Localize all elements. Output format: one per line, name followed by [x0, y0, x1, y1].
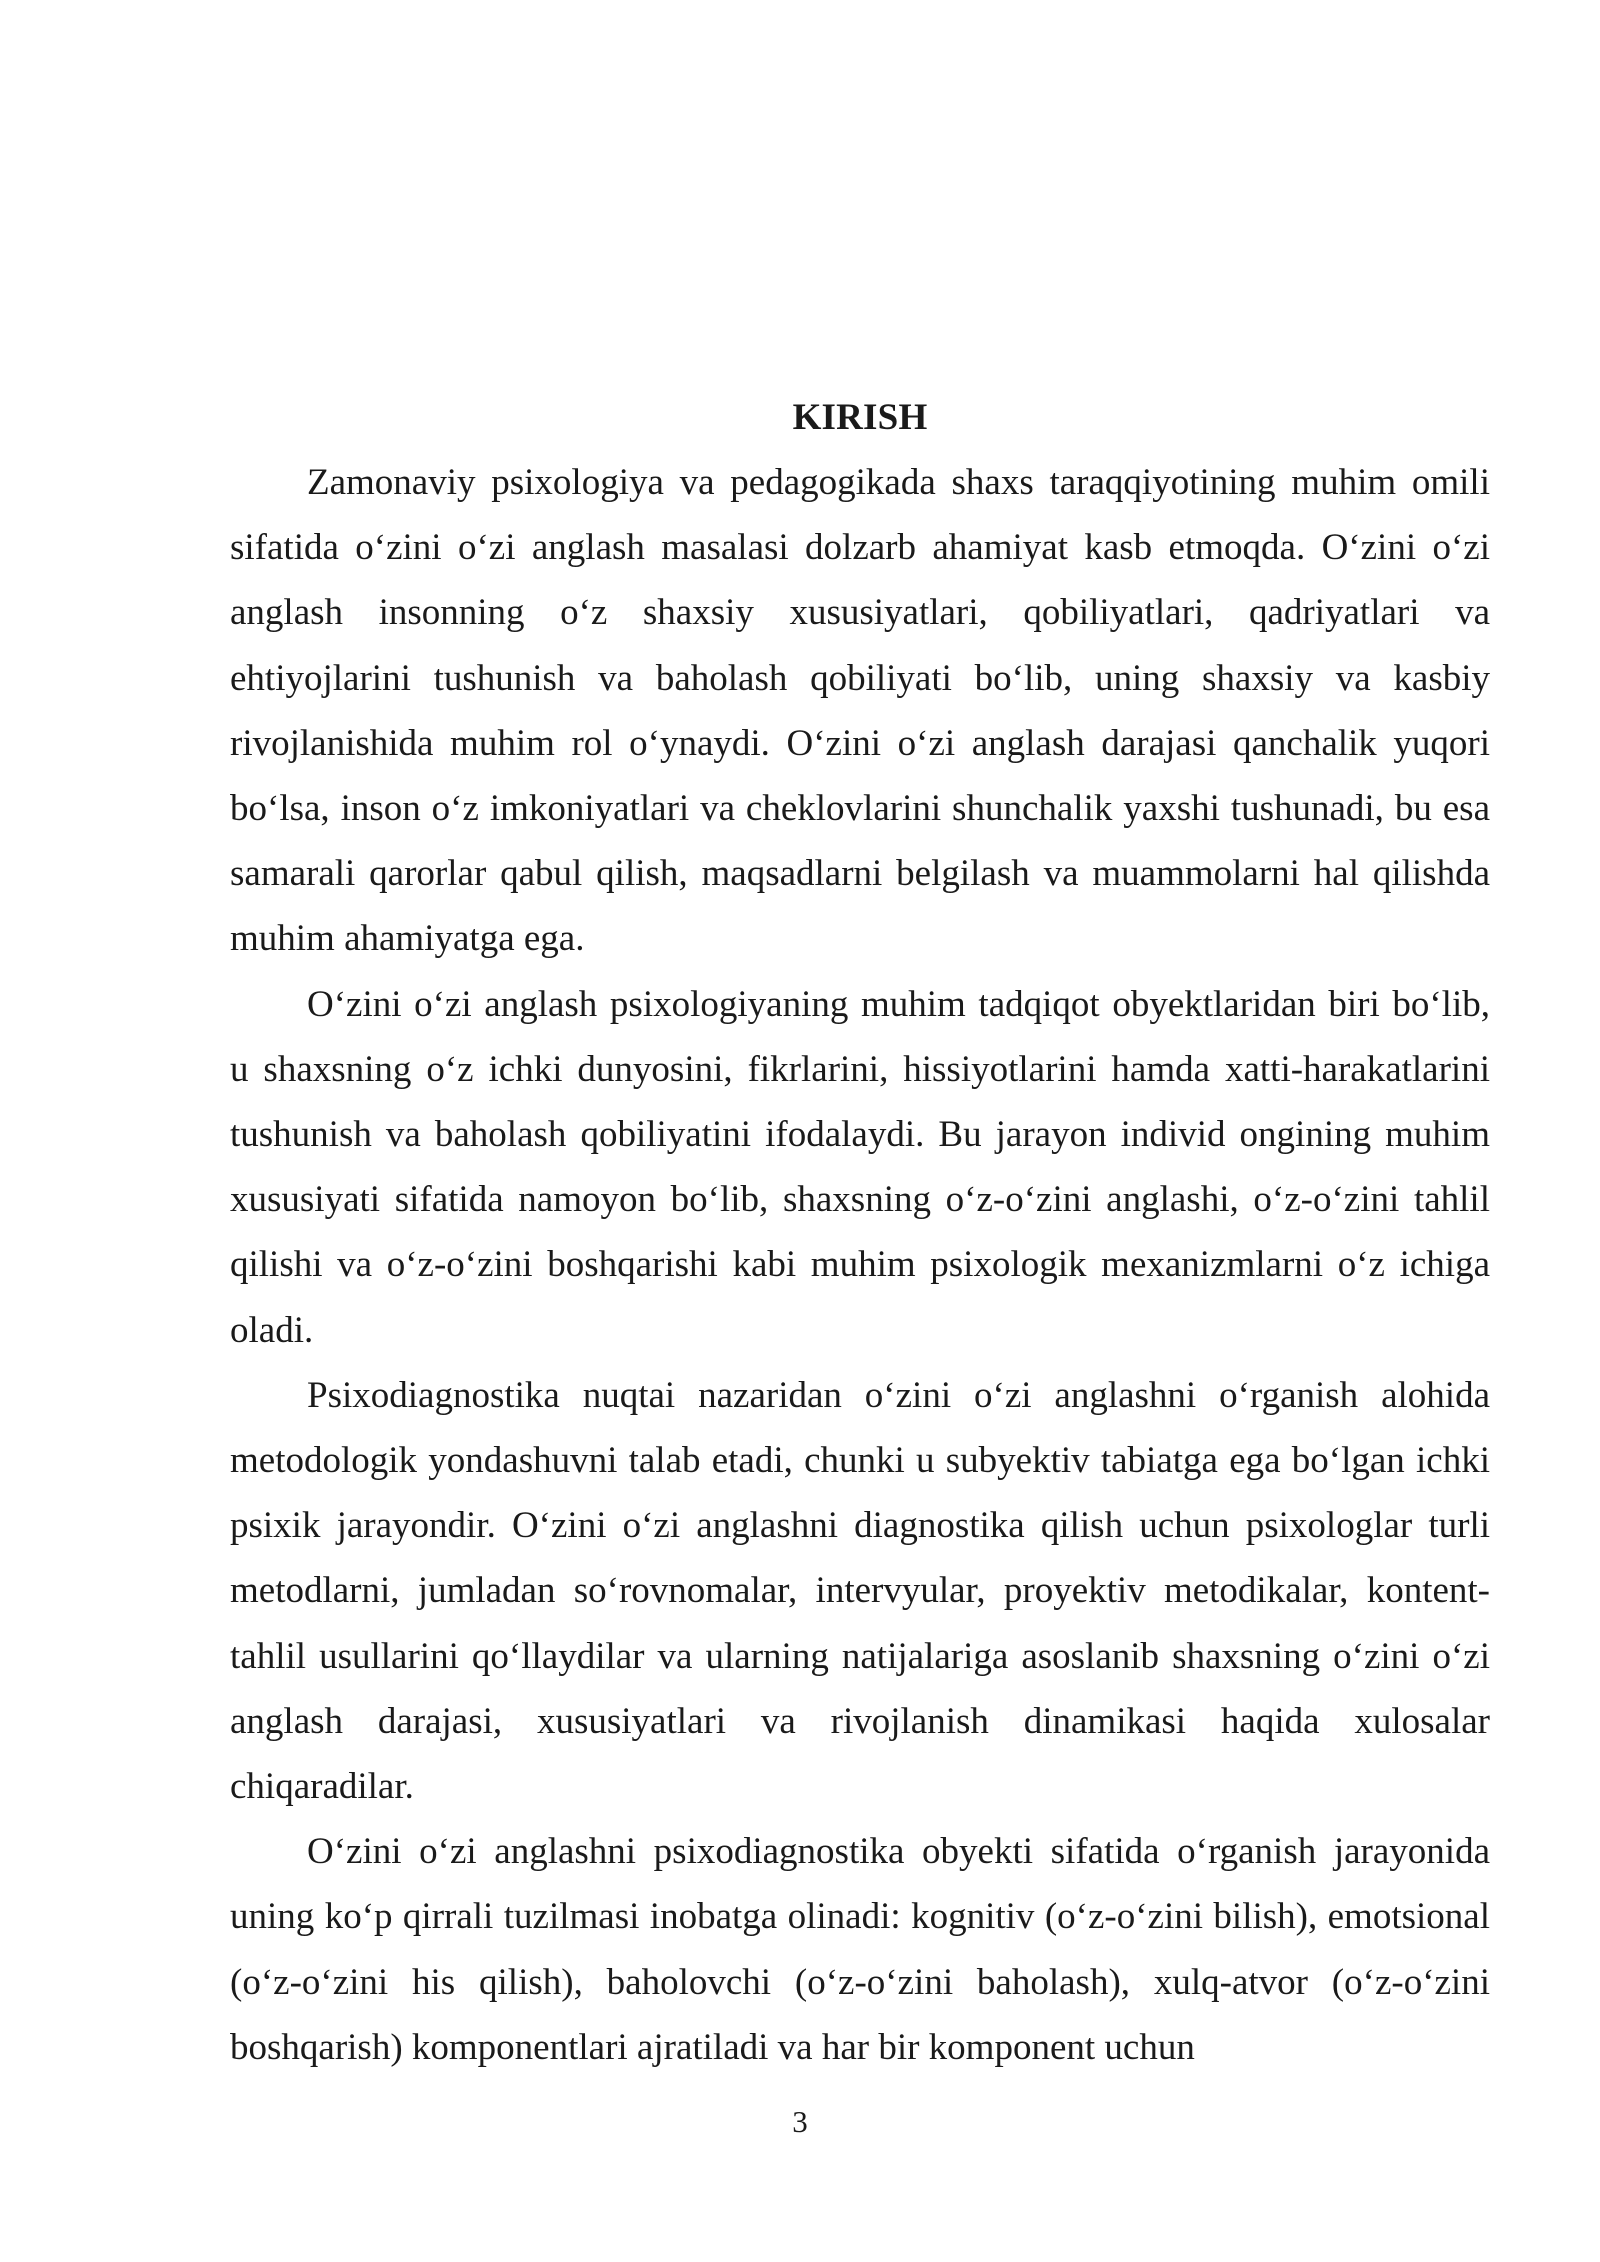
section-title: KIRISH [792, 397, 928, 438]
page-number: 3 [792, 2104, 808, 2139]
page-content [230, 385, 1490, 2080]
paragraph-3: Psixodiagnostika nuqtai nazaridan o‘zini o‘zi anglashni o‘rganish alohida metodologik yondashuvni talab etadi, chunki u subyektiv tabiatga ega bo‘lgan ichki psixik jarayondir. O‘zini o‘zi anglashni diagnostika qilish uchun psixologlar turli metodlarni, jumladan so‘rovnomalar, intervyular, proyektiv metodikalar, kontent-tahlil usullarini qo‘llaydilar va ularning natijalariga asoslanib shaxsning o‘zini o‘zi anglash darajasi, xususiyatlari va rivojlanish dinamikasi haqida xulosalar chiqaradilar. [230, 1374, 1490, 1808]
paragraph-1: Zamonaviy psixologiya va pedagogikada shaxs taraqqiyotining muhim omili sifatida o‘zini o‘zi anglash masalasi dolzarb ahamiyat kasb etmoqda. O‘zini o‘zi anglash insonning o‘z shaxsiy xususiyatlari, qobiliyatlari, qadriyatlari va ehtiyojlarini tushunish va baholash qobiliyati bo‘lib, uning shaxsiy va kasbiy rivojlanishida muhim rol o‘ynaydi. O‘zini o‘zi anglash darajasi qanchalik yuqori bo‘lsa, inson o‘z imkoniyatlari va cheklovlarini shunchalik yaxshi tushunadi, bu esa samarali qarorlar qabul qilish, maqsadlarni belgilash va muammolarni hal qilishda muhim ahamiyatga ega. [230, 462, 1490, 960]
paragraph-2: O‘zini o‘zi anglash psixologiyaning muhim tadqiqot obyektlaridan biri bo‘lib, u shaxsning o‘z ichki dunyosini, fikrlarini, hissiyotlarini hamda xatti-harakatlarini tushunish va baholash qobiliyatini ifodalaydi. Bu jarayon individ ongining muhim xususiyati sifatida namoyon bo‘lib, shaxsning o‘z-o‘zini anglashi, o‘z-o‘zini tahlil qilishi va o‘z-o‘zini boshqarishi kabi muhim psixologik mexanizmlarni o‘z ichiga oladi. [230, 983, 1490, 1351]
paragraph-4: O‘zini o‘zi anglashni psixodiagnostika obyekti sifatida o‘rganish jarayonida uning ko‘p qirrali tuzilmasi inobatga olinadi: kognitiv (o‘z-o‘zini bilish), emotsional (o‘z-o‘zini his qilish), baholovchi (o‘z-o‘zini baholash), xulq-atvor (o‘z-o‘zini boshqarish) komponentlari ajratiladi va har bir komponent uchun [230, 1831, 1490, 2068]
